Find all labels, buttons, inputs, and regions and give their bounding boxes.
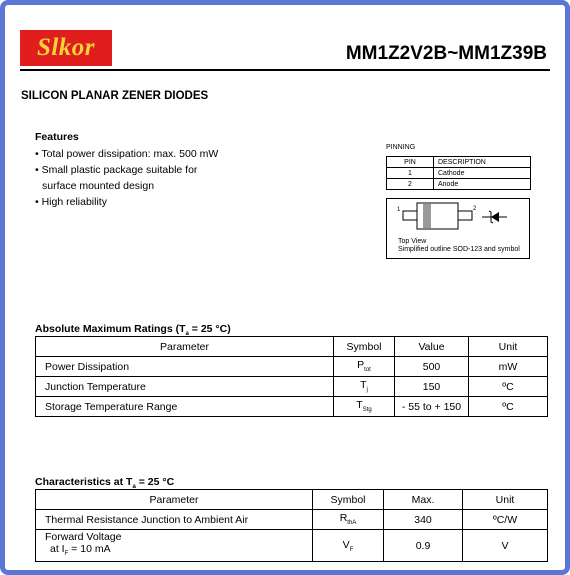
table-cell bbox=[36, 530, 313, 562]
feature-item: • Total power dissipation: max. 500 mW bbox=[35, 148, 219, 160]
table-cell: 1 bbox=[387, 168, 434, 179]
table-row bbox=[36, 377, 548, 397]
table-cell: ºC/W bbox=[463, 510, 548, 530]
table-cell: $V_F$ bbox=[313, 530, 384, 562]
table-row bbox=[36, 510, 548, 530]
sod123-outline-drawing bbox=[387, 199, 529, 235]
table-header-cell: Symbol bbox=[313, 490, 384, 510]
table-row bbox=[36, 530, 548, 562]
table-header-row bbox=[36, 337, 548, 357]
table-cell: V bbox=[463, 530, 548, 562]
characteristics-title: Characteristics at $T_a = 25$ °C bbox=[35, 476, 175, 491]
table-cell: ºC bbox=[469, 397, 548, 417]
lead-right bbox=[458, 211, 472, 220]
feature-item: • Small plastic package suitable for bbox=[35, 164, 198, 176]
header-rule bbox=[20, 69, 550, 71]
ratings-title: Absolute Maximum Ratings ($T_a = 25$ °C) bbox=[35, 323, 231, 338]
table-cell: 0.9 bbox=[384, 530, 463, 562]
table-header-cell: Parameter bbox=[36, 337, 334, 357]
feature-item: • High reliability bbox=[35, 196, 107, 208]
table-cell: $R_{thA}$ bbox=[313, 510, 384, 530]
table-header-cell: Unit bbox=[469, 337, 548, 357]
pinning-title: PINNING bbox=[386, 144, 416, 151]
param-line: Forward Voltage bbox=[45, 531, 122, 543]
features-list bbox=[35, 146, 218, 210]
table-cell: Anode bbox=[434, 179, 531, 190]
diagram-caption-line: Top View bbox=[398, 238, 427, 245]
pinning-table bbox=[386, 156, 531, 190]
brand-logo-text: Slkor bbox=[36, 34, 96, 61]
table-header-cell: Unit bbox=[463, 490, 548, 510]
table-header-cell: Parameter bbox=[36, 490, 313, 510]
pin-label-2: 2 bbox=[473, 206, 477, 212]
table-cell: $T_j$ bbox=[334, 377, 395, 397]
table-row bbox=[387, 168, 531, 179]
brand-logo bbox=[20, 30, 112, 66]
model-number: MM1Z2V2B~MM1Z39B bbox=[345, 43, 547, 64]
table-row bbox=[36, 397, 548, 417]
table-header-row bbox=[36, 490, 548, 510]
table-cell: Power Dissipation bbox=[36, 357, 334, 377]
table-header-cell: Max. bbox=[384, 490, 463, 510]
table-cell: 500 bbox=[395, 357, 469, 377]
feature-item: surface mounted design bbox=[42, 180, 155, 192]
table-cell: mW bbox=[469, 357, 548, 377]
table-cell: Storage Temperature Range bbox=[36, 397, 334, 417]
table-header-cell: DESCRIPTION bbox=[434, 157, 531, 168]
table-cell: $T_{Stg}$ bbox=[334, 397, 395, 417]
document-subtitle: SILICON PLANAR ZENER DIODES bbox=[21, 90, 209, 102]
table-cell: Cathode bbox=[434, 168, 531, 179]
features-title: Features bbox=[35, 131, 79, 143]
param-line: at $I_F = 10$ mA bbox=[50, 543, 111, 558]
table-cell: $P_{tot}$ bbox=[334, 357, 395, 377]
table-cell: 340 bbox=[384, 510, 463, 530]
lead-left bbox=[403, 211, 417, 220]
package-diagram bbox=[386, 198, 530, 259]
zener-diode-symbol-icon bbox=[482, 211, 507, 223]
table-header-cell: Symbol bbox=[334, 337, 395, 357]
table-cell: - 55 to + 150 bbox=[395, 397, 469, 417]
table-cell: 150 bbox=[395, 377, 469, 397]
cathode-band bbox=[423, 204, 431, 228]
characteristics-table bbox=[35, 489, 548, 562]
table-header-cell: PIN bbox=[387, 157, 434, 168]
table-row bbox=[36, 357, 548, 377]
ratings-table bbox=[35, 336, 548, 417]
table-cell: ºC bbox=[469, 377, 548, 397]
diagram-caption bbox=[398, 238, 520, 254]
table-cell: Thermal Resistance Junction to Ambient Air bbox=[36, 510, 313, 530]
table-header-cell: Value bbox=[395, 337, 469, 357]
diagram-caption-line: Simplified outline SOD-123 and symbol bbox=[398, 246, 520, 253]
table-cell: Junction Temperature bbox=[36, 377, 334, 397]
table-cell: 2 bbox=[387, 179, 434, 190]
table-row bbox=[387, 179, 531, 190]
pin-label-1: 1 bbox=[397, 207, 401, 213]
table-header-row bbox=[387, 157, 531, 168]
